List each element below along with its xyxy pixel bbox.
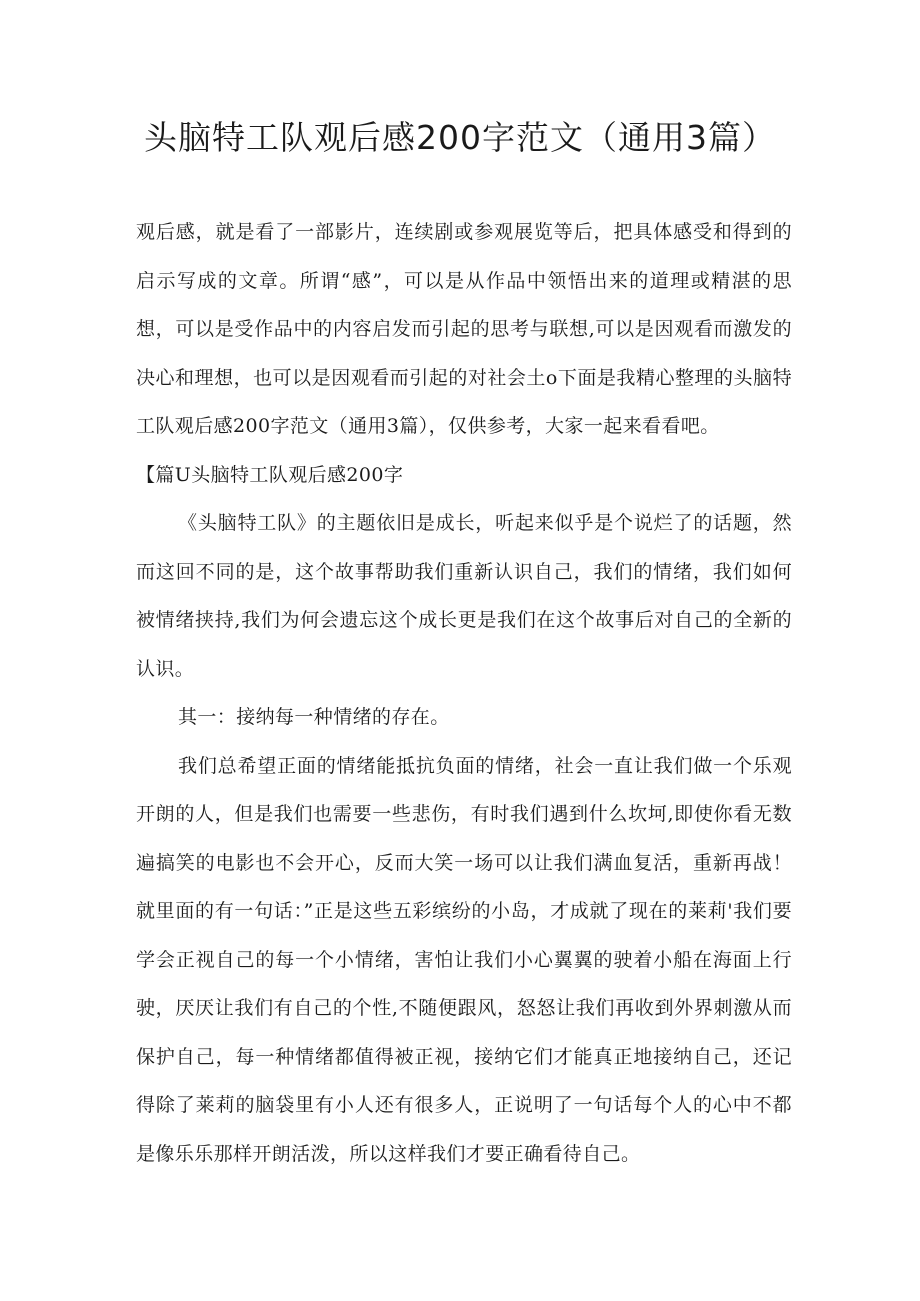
body-paragraph: 《头脑特工队》的主题依旧是成长，听起来似乎是个说烂了的话题，然而这回不同的是，这个故事帮助我们重新认识自己，我们的情绪，我们如何被情绪挟持,我们为何会遗忘这个成长更是我们在这个故事后对自己的全新的认识。 [136, 512, 792, 680]
intro-paragraph: 观后感，就是看了一部影片，连续剧或参观展览等后，把具体感受和得到的启示写成的文章。所谓“感”，可以是从作品中领悟出来的道理或精湛的思想，可以是受作品中的内容启发而引起的思考与联想,可以是因观看而激发的决心和理想，也可以是因观看而引起的对社会土o下面是我精心整理的头脑特工队观后感200字范文（通用3篇），仅供参考，大家一起来看看吧。 [136, 221, 792, 437]
body-paragraph: 我们总希望正面的情绪能抵抗负面的情绪，社会一直让我们做一个乐观开朗的人，但是我们也需要一些悲伤，有时我们遇到什么坎坷,即使你看无数遍搞笑的电影也不会开心，反而大笑一场可以让我们满血复活，重新再战！就里面的有一句话：”正是这些五彩缤纷的小岛，才成就了现在的莱莉'我们要学会正视自己的每一个小情绪，害怕让我们小心翼翼的驶着小船在海面上行驶，厌厌让我们有自己的个性,不随便跟风，怒怒让我们再收到外界刺激从而保护自己，每一种情绪都值得被正视，接纳它们才能真正地接纳自己，还记得除了莱莉的脑袋里有小人还有很多人，正说明了一句话每个人的心中不都是像乐乐那样开朗活泼，所以这样我们才要正确看待自己。 [136, 754, 792, 1165]
body-paragraph: 其一：接纳每一种情绪的存在。 [178, 706, 450, 728]
document-title: 头脑特工队观后感200字范文（通用3篇） [144, 118, 776, 157]
section-heading: 【篇U头脑特工队观后感200字 [136, 463, 404, 486]
document-body [136, 208, 792, 1178]
